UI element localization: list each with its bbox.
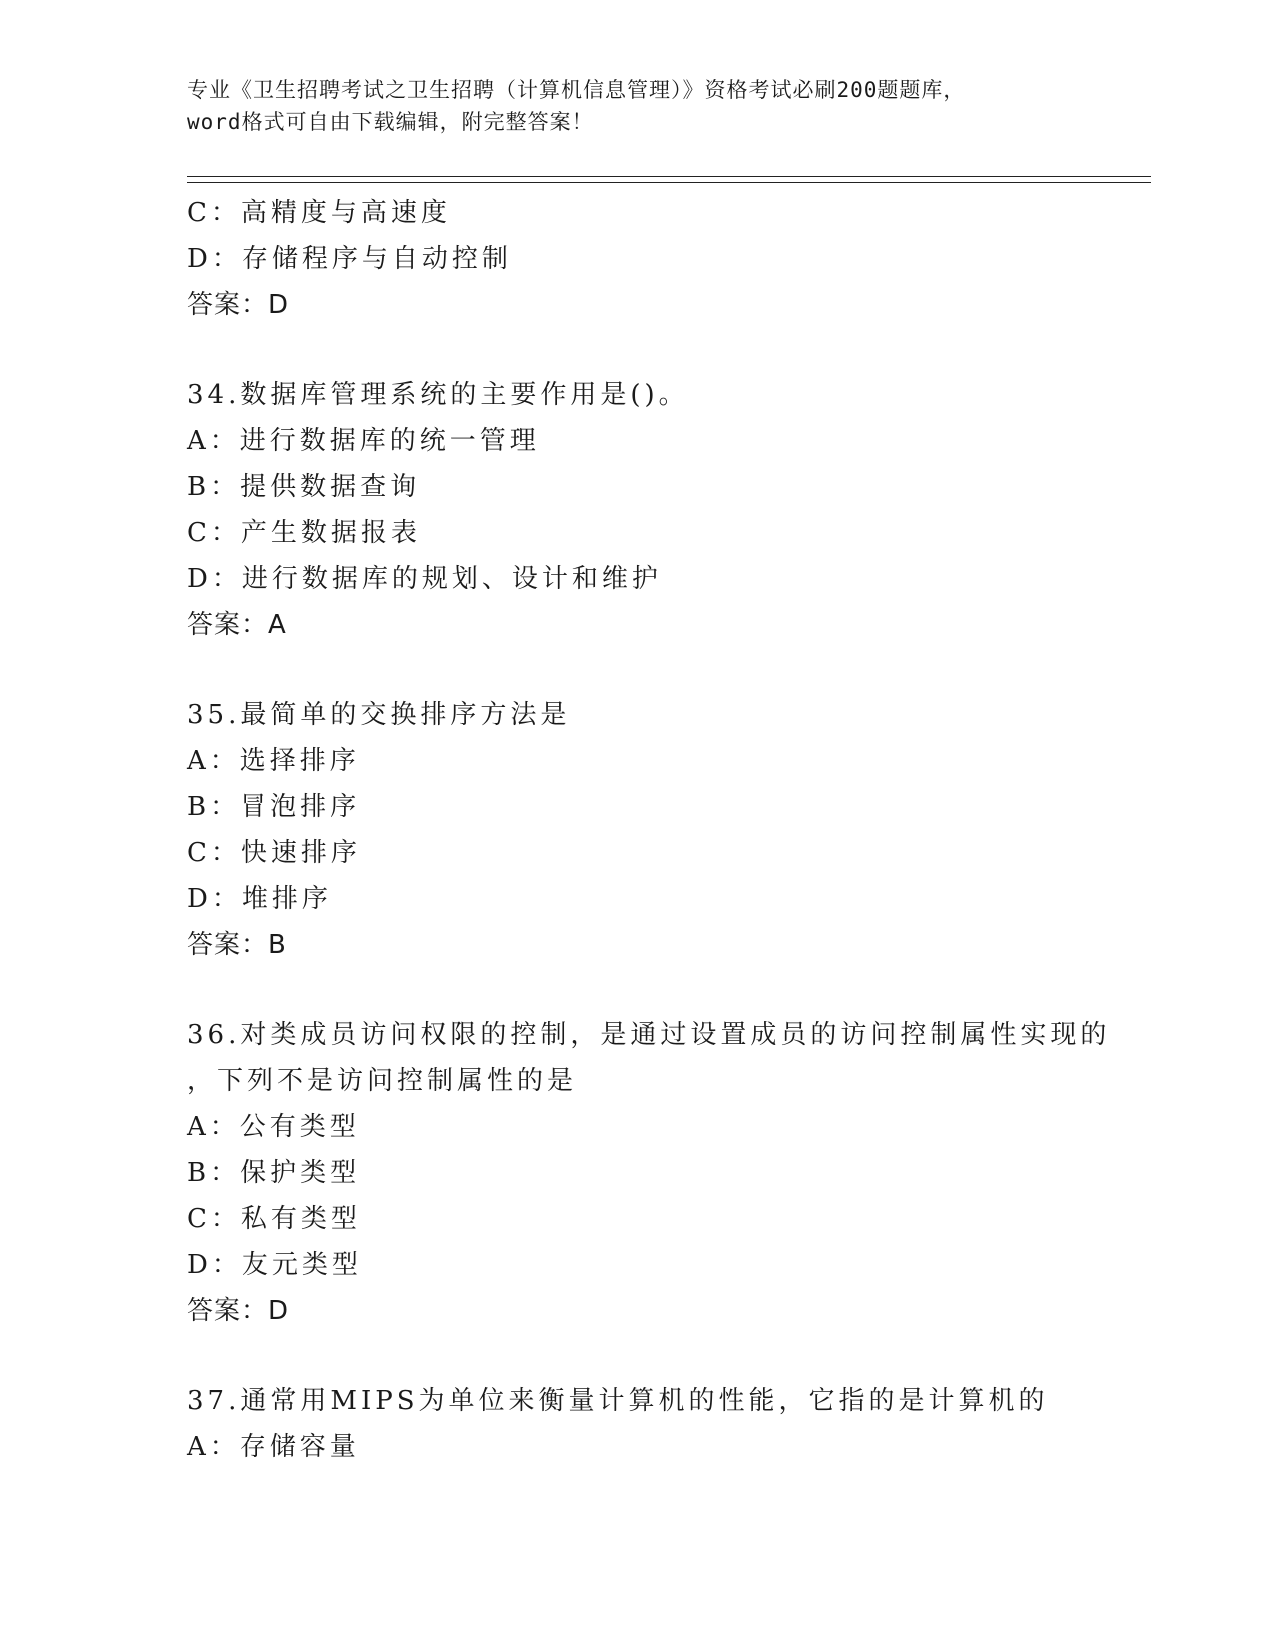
answer-line: 答案：A	[187, 610, 287, 640]
option-a: A：选择排序	[187, 746, 360, 776]
header-divider-bottom	[187, 182, 1151, 183]
option-c: C：高精度与高速度	[187, 198, 451, 228]
option-a: A：进行数据库的统一管理	[187, 426, 540, 456]
option-d: D：存储程序与自动控制	[187, 244, 512, 274]
header-title-line-2: word格式可自由下载编辑，附完整答案！	[187, 110, 594, 134]
document-header	[187, 74, 1087, 138]
option-d: D：堆排序	[187, 884, 332, 914]
question-35	[187, 692, 1167, 968]
option-d: D：进行数据库的规划、设计和维护	[187, 564, 662, 594]
option-a: A：公有类型	[187, 1112, 360, 1142]
option-b: B：冒泡排序	[187, 792, 361, 822]
option-c: C：快速排序	[187, 838, 361, 868]
question-37	[187, 1378, 1167, 1470]
question-stem: 37.通常用MIPS为单位来衡量计算机的性能，它指的是计算机的	[187, 1386, 1049, 1416]
question-33-continued	[187, 190, 1167, 328]
answer-line: 答案：D	[187, 1296, 290, 1326]
question-34	[187, 372, 1167, 648]
question-stem: 35.最简单的交换排序方法是	[187, 700, 571, 730]
answer-line: 答案：D	[187, 290, 290, 320]
question-stem-line-1: 36.对类成员访问权限的控制，是通过设置成员的访问控制属性实现的	[187, 1020, 1111, 1050]
question-stem: 34.数据库管理系统的主要作用是()。	[187, 380, 689, 410]
option-b: B：保护类型	[187, 1158, 361, 1188]
question-spacer	[187, 968, 1167, 1012]
question-stem-line-2: ，下列不是访问控制属性的是	[187, 1066, 578, 1096]
header-divider-top	[187, 176, 1151, 177]
option-a: A：存储容量	[187, 1432, 360, 1462]
question-list	[187, 190, 1167, 1470]
question-36	[187, 1012, 1167, 1334]
question-spacer	[187, 1334, 1167, 1378]
option-b: B：提供数据查询	[187, 472, 421, 502]
question-spacer	[187, 328, 1167, 372]
option-c: C：私有类型	[187, 1204, 361, 1234]
question-spacer	[187, 648, 1167, 692]
answer-line: 答案：B	[187, 930, 287, 960]
option-c: C：产生数据报表	[187, 518, 421, 548]
header-title-line-1: 专业《卫生招聘考试之卫生招聘（计算机信息管理）》资格考试必刷200题题库，	[187, 78, 966, 102]
option-d: D：友元类型	[187, 1250, 362, 1280]
